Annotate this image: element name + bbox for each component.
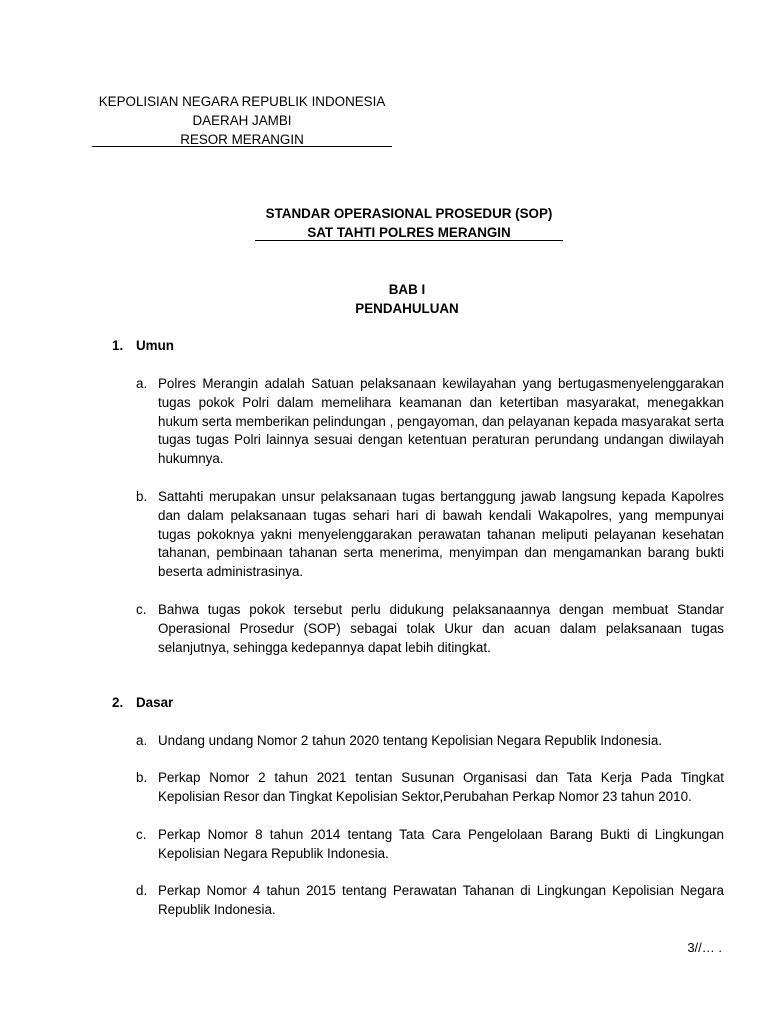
chapter-name: PENDAHULUAN bbox=[355, 301, 459, 316]
title-line-2: SAT TAHTI POLRES MERANGIN bbox=[307, 225, 511, 240]
letterhead-line-3: RESOR MERANGIN bbox=[180, 132, 304, 147]
section-title: Umun bbox=[136, 338, 174, 353]
list-item-label: a. bbox=[136, 376, 148, 391]
list-item-label: c. bbox=[136, 827, 147, 842]
list-item-text: Polres Merangin adalah Satuan pelaksanaan kewilayahan yang bertugasmenyelenggarakan tugas pokok Polri dalam memelihara keamanan dan ketertiban masyarakat, menegakkan hukum serta memberikan pelindungan , pengayoman, dan pelayanan kepada masyarakat serta tugas tugas Polri lainnya sesuai dengan ketentuan peraturan perundang undangan diwilayah hukumnya. bbox=[158, 376, 724, 467]
list-item-label: c. bbox=[136, 602, 147, 617]
section-number: 2. bbox=[112, 695, 124, 710]
section-title: Dasar bbox=[136, 695, 174, 710]
title-line-1: STANDAR OPERASIONAL PROSEDUR (SOP) bbox=[265, 206, 553, 221]
list-item bbox=[136, 601, 724, 657]
list-item-text: Undang undang Nomor 2 tahun 2020 tentang Kepolisian Negara Republik Indonesia. bbox=[158, 733, 662, 748]
letterhead bbox=[92, 92, 392, 149]
list-item bbox=[136, 375, 724, 469]
list-item bbox=[136, 488, 724, 582]
list-item-label: b. bbox=[136, 770, 148, 785]
title-underline bbox=[255, 240, 563, 241]
list-item bbox=[136, 826, 724, 864]
list-item-label: d. bbox=[136, 883, 148, 898]
list-item-text: Sattahti merupakan unsur pelaksanaan tugas bertanggung jawab langsung kepada Kapolres dan dalam pelaksanaan tugas sehari hari di bawah kendali Wakapolres, yang mempunyai tugas pokoknya yakni menyelenggarakan perawatan tahanan meliputi pelayanan kesehatan tahanan, pembinaan tahanan serta menerima, menyimpan dan mengamankan barang bukti beserta administrasinya. bbox=[158, 489, 724, 580]
list-item-text: Perkap Nomor 2 tahun 2021 tentan Susunan Organisasi dan Tata Kerja Pada Tingkat Kepolisian Resor dan Tingkat Kepolisian Sektor,Perubahan Perkap Nomor 23 tahun 2010. bbox=[158, 770, 724, 804]
letterhead-line-2: DAERAH JAMBI bbox=[192, 113, 292, 128]
page-continuation: 3//… . bbox=[687, 940, 722, 955]
section-number: 1. bbox=[112, 338, 124, 353]
section-heading bbox=[112, 695, 173, 710]
section-heading bbox=[112, 338, 174, 353]
list-item-text: Perkap Nomor 4 tahun 2015 tentang Perawatan Tahanan di Lingkungan Kepolisian Negara Republik Indonesia. bbox=[158, 883, 724, 917]
list-item-text: Perkap Nomor 8 tahun 2014 tentang Tata Cara Pengelolaan Barang Bukti di Lingkungan Kepolisian Negara Republik Indonesia. bbox=[158, 827, 724, 861]
chapter-heading bbox=[0, 280, 768, 318]
list-item-label: b. bbox=[136, 489, 148, 504]
list-item bbox=[136, 732, 724, 751]
list-item-text: Bahwa tugas pokok tersebut perlu didukung pelaksanaannya dengan membuat Standar Operasional Prosedur (SOP) sebagai tolak Ukur dan acuan dalam pelaksanaan tugas selanjutnya, sehingga kedepannya dapat lebih ditingkat. bbox=[158, 602, 724, 655]
chapter-number: BAB I bbox=[388, 282, 426, 297]
list-item bbox=[136, 769, 724, 807]
document-title bbox=[255, 204, 563, 242]
letterhead-underline bbox=[92, 146, 392, 147]
list-item-label: a. bbox=[136, 733, 148, 748]
letterhead-line-1: KEPOLISIAN NEGARA REPUBLIK INDONESIA bbox=[98, 94, 386, 109]
list-item bbox=[136, 882, 724, 920]
